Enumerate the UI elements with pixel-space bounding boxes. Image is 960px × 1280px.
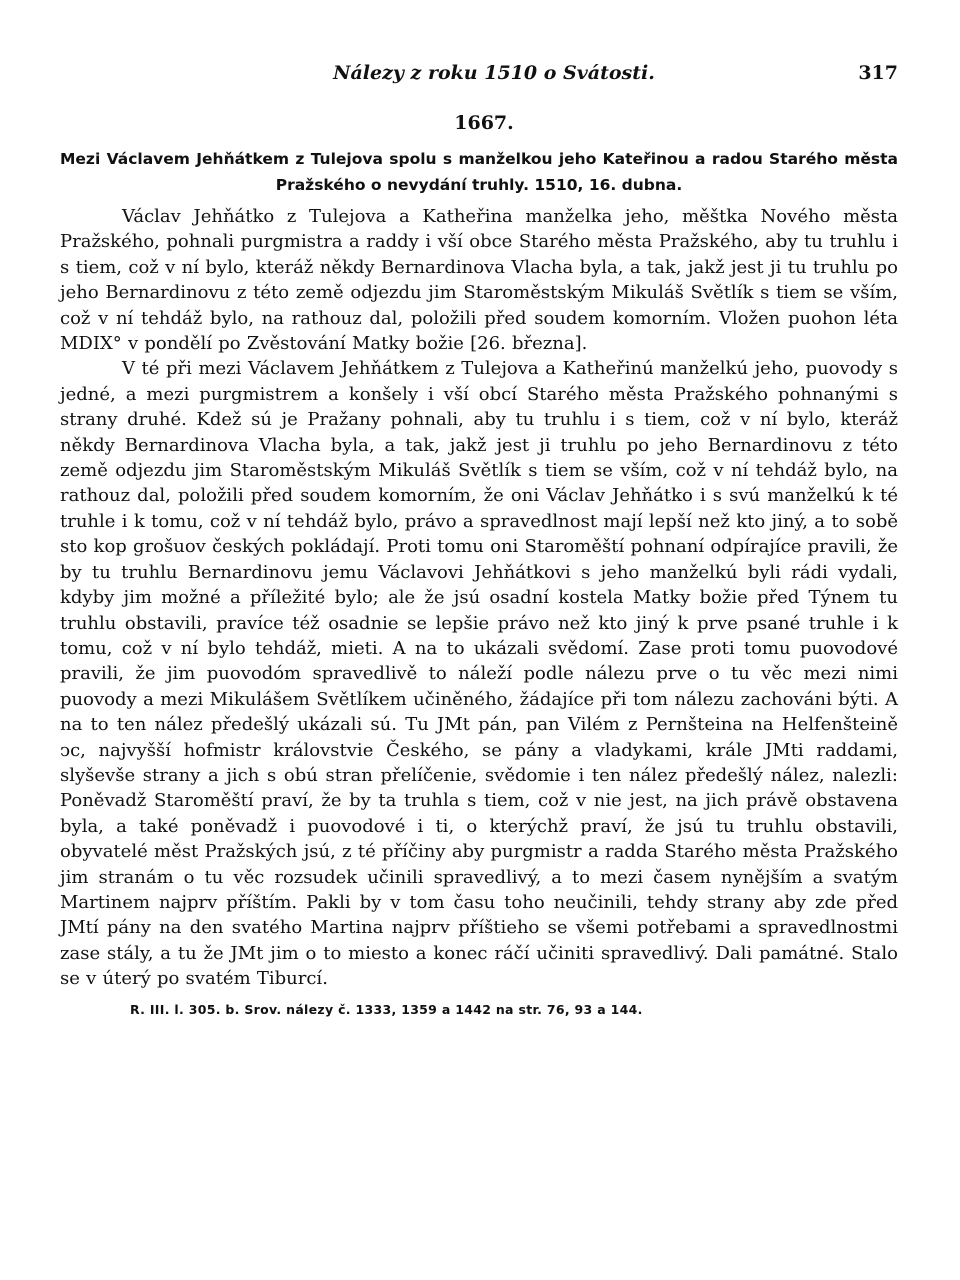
summons-paragraph: Václav Jehňátko z Tulejova a Katheřina manželka jeho, měštka Nového města Pražského, pohnali purgmistra a raddy i vší obce Starého města Pražského, aby tu truhlu i s tiem, což v ní bylo, kteráž někdy Bernardinova Vlacha byla, a tak, jakž jest ji tu truhlu po jeho Bernardinovu z této země odjezdu jim Staroměstským Mikuláš Světlík s tiem se vším, což v ní tehdáž bylo, na rathouz dal, položili před soudem komorním. Vložen puohon léta MDIX° v pondělí po Zvěstování Matky božie [26. března].: [60, 206, 898, 355]
running-head: [60, 62, 898, 92]
running-title: Nálezy z roku 1510 o Svátosti.: [333, 62, 655, 84]
source-footnote: R. III. l. 305. b. Srov. nálezy č. 1333, 1359 a 1442 na str. 76, 93 a 144.: [130, 1001, 643, 1017]
entry-regest: Mezi Václavem Jehňátkem z Tulejova spolu s manželkou jeho Kateřinou a radou Starého města Pražského o nevydání truhly. 1510, 16. dubna.: [60, 150, 898, 194]
verdict-paragraph: V té při mezi Václavem Jehňátkem z Tulejova a Katheřinú manželkú jeho, puovody s jedné, a mezi purgmistrem a konšely i vší obcí Starého města Pražského pohnanými s strany druhé. Kdež sú je Pražany pohnali, aby tu truhlu i s tiem, což v ní bylo, kteráž někdy Bernardinova Vlacha byla, a tak, jakž jest ji truhlu po jeho Bernardinovu z této země odjezdu jim Staroměstským Mikuláš Světlík s tiem se vším, což v ní tehdáž bylo, na rathouz dal, položili před soudem komorním, že oni Václav Jehňátko i s svú manželkú k té truhle i k tomu, což v ní tehdáž bylo, právo a spravedlnost mají lepší než kto jiný, a to sobě sto kop grošuov českých pokládají. Proti tomu oni Staroměští pohnaní odpírajíce pravili, že by tu truhlu Bernardinovu jemu Václavovi Jehňátkovi s jeho manželkú byli rádi vydali, kdyby jim možné a příležité bylo; ale že jsú osadní kostela Matky božie před Týnem tu truhlu obstavili, pravíce též osadnie se lepšie právo než kto jiný k prve psané truhle i k tomu, což v ní bylo tehdáž, mieti. A na to ukázali svědomí. Zase proti tomu puovodové pravili, že jim puovodóm spravedlivě to náleží podle nálezu prve o tu věc mezi nimi puovody a mezi Mikulášem Světlíkem učiněného, žádajíce při tom nálezu zachováni býti. A na to ten nález předešlý ukázali sú. Tu JMt pán, pan Vilém z Pernšteina na Helfenšteině ͻc, najvyšší hofmistr královstvie Českého, se pány a vladykami, krále JMti raddami, slyševše strany a jich s obú stran přelíčenie, svědomie i ten nález předešlý nález, nalezli: Poněvadž Staroměští praví, že by ta truhla s tiem, což v nie jest, na jich právě obstavena byla, a také poněvadž i puovodové i ti, o kterýchž praví, že jsú tu truhlu obstavili, obyvatelé měst Pražských jsú, z té příčiny aby purgmistr a radda Starého města Pražského jim stranám o tu věc rozsudek učinili spravedlivý, a to mezi časem nynějším a svatým Martinem najprv příštím. Pakli by v tom času toho neučinili, tehdy strany aby zde před JMtí pány na den svatého Martina najprv příštieho se všemi potřebami a spravedlnostmi zase stály, a tu že JMt jim o to miesto a konec ráčí učiniti spravedlivý. Dali památné. Stalo se v úterý po svatém Tiburcí.: [60, 358, 898, 990]
page-number: 317: [858, 62, 898, 84]
entry-number: 1667.: [454, 112, 514, 134]
